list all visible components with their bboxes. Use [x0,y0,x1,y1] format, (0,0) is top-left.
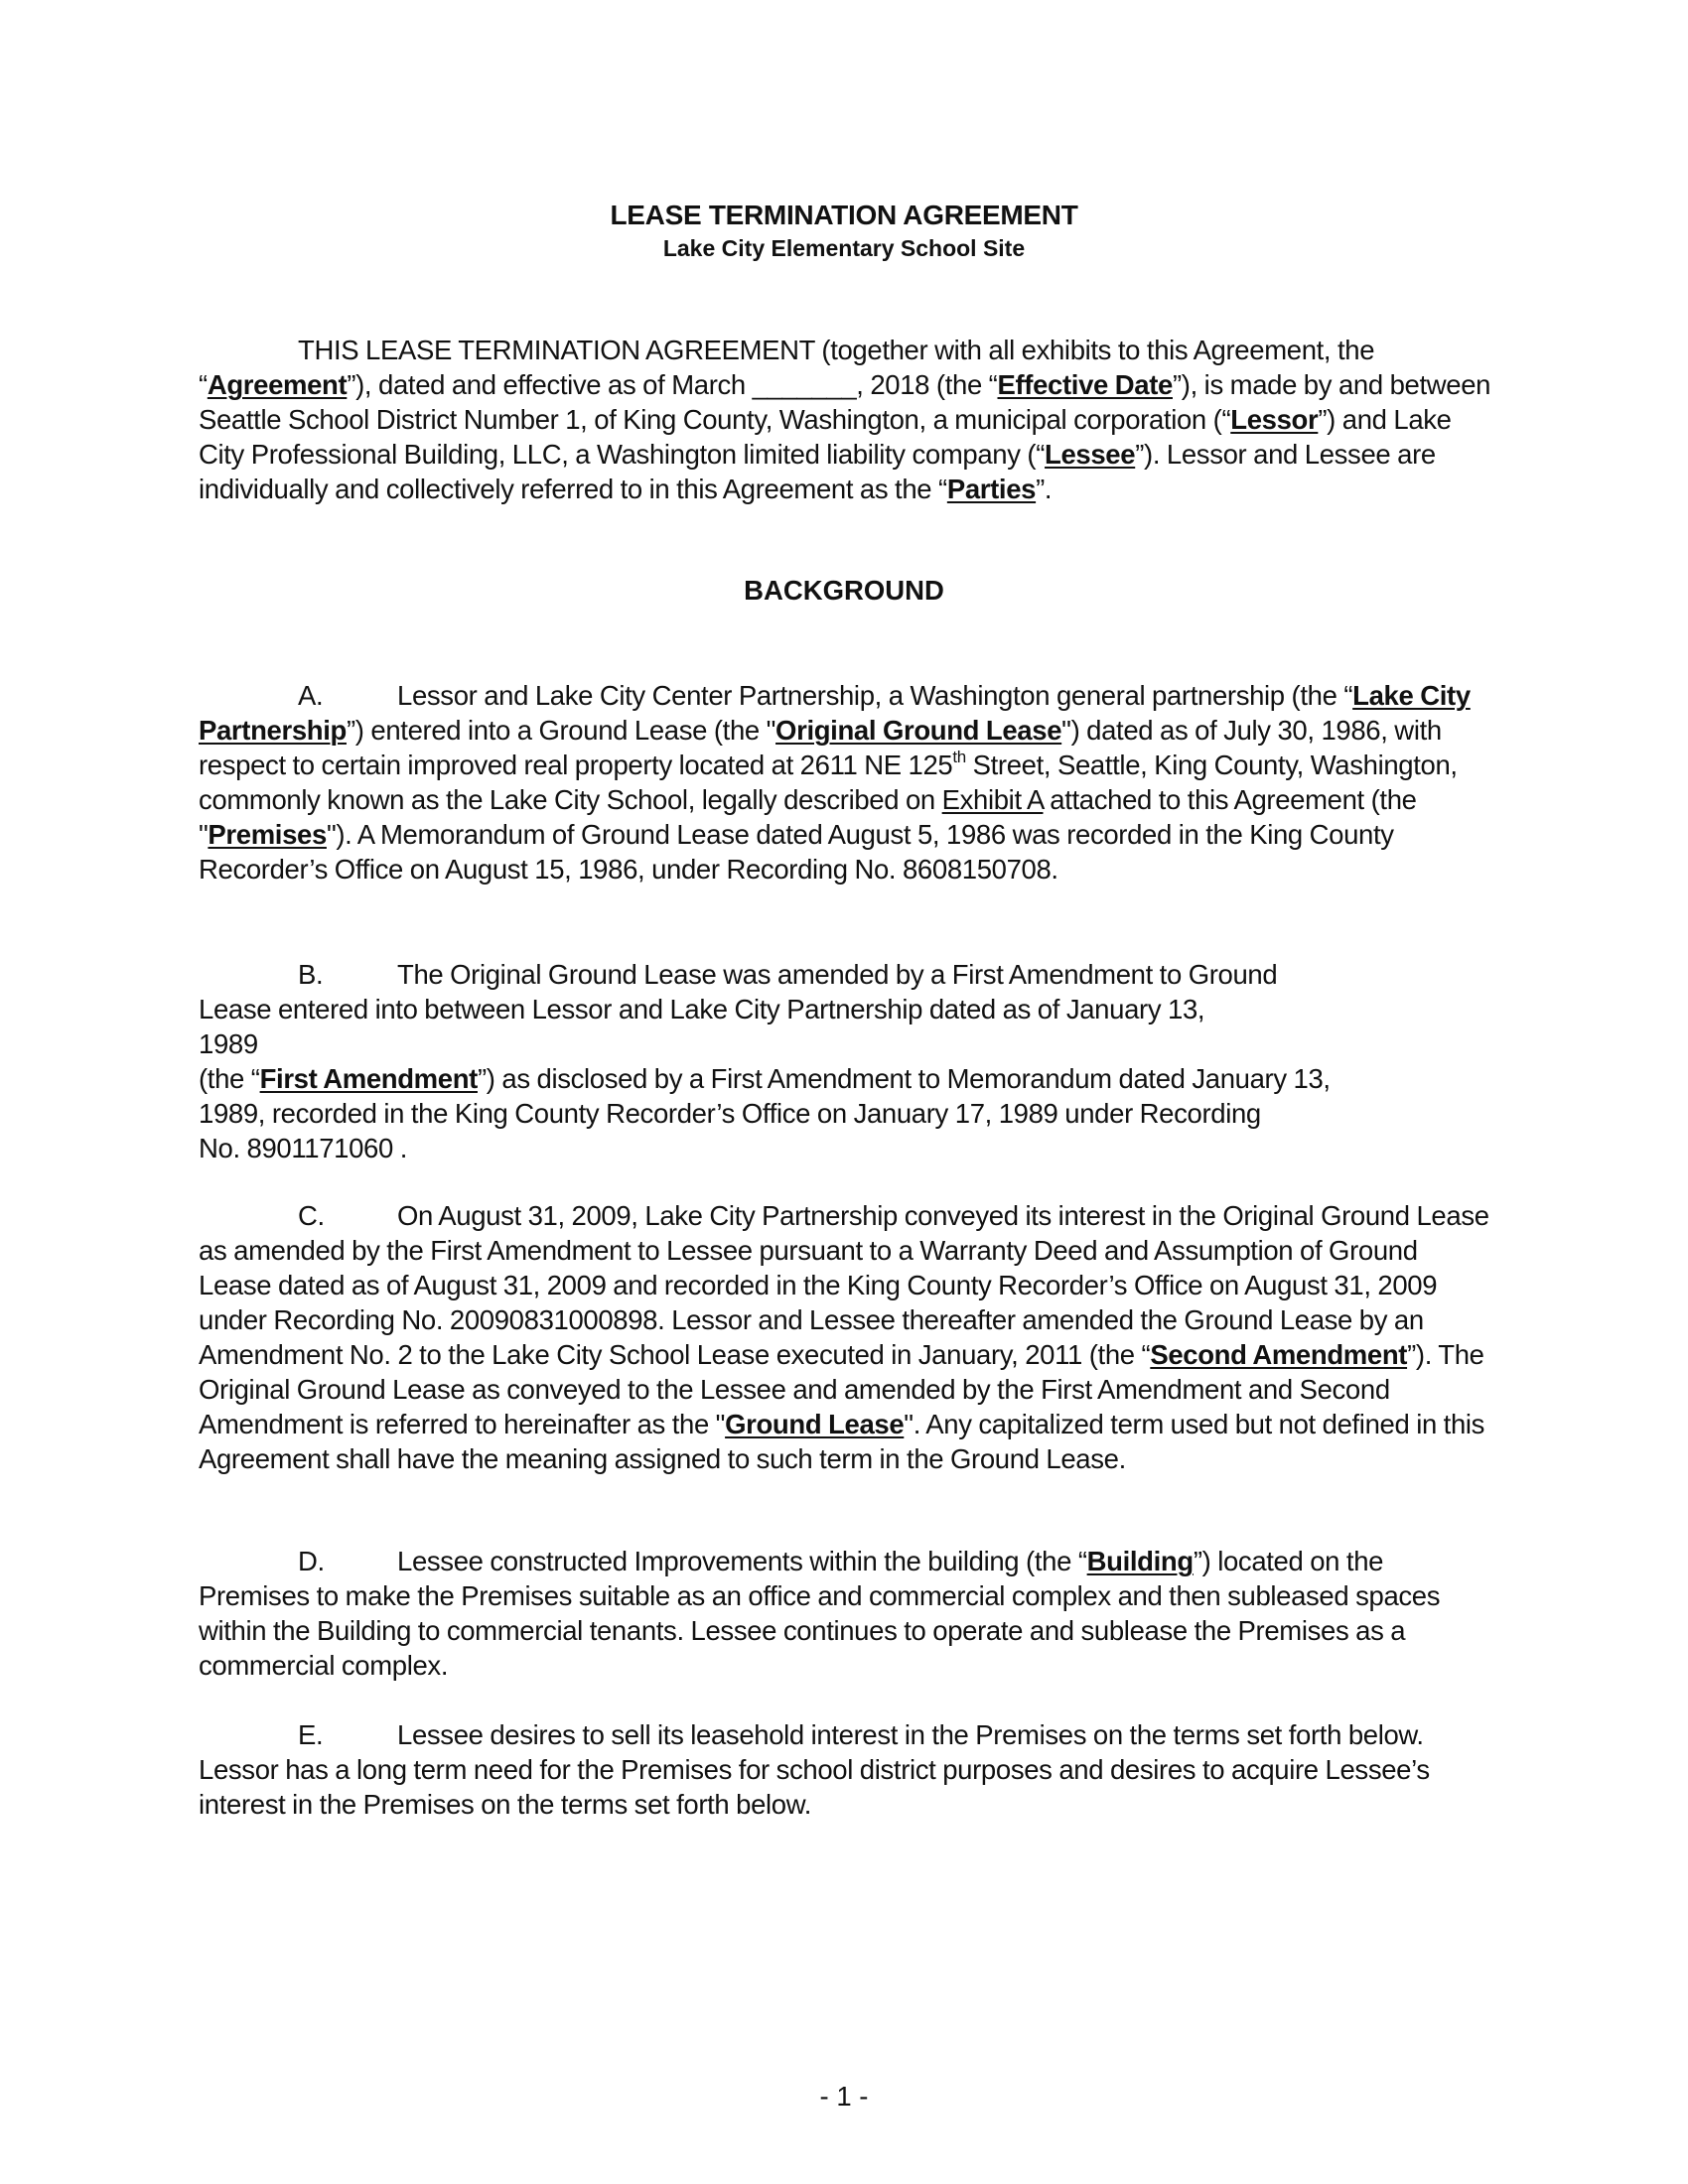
recital-b-line-4 [199,1061,1494,1096]
defined-term-parties: Parties [946,474,1037,504]
intro-paragraph [199,333,1494,506]
document-subtitle: Lake City Elementary School Site [662,235,1026,261]
ordinal-suffix: th [952,747,966,766]
document-title: LEASE TERMINATION AGREEMENT [610,200,1078,230]
recital-a-text-5: attached to this Agreement (the " [199,784,1417,850]
defined-term-lessor: Lessor [1230,404,1319,435]
recital-d [199,1544,1494,1683]
recital-a-text-2: ”) entered into a Ground Lease (the " [346,715,776,746]
intro-text-6: ”. [1036,474,1053,504]
intro-text-4: ”) and Lake City Professional Building, LLC, a Washington limited liability company (“ [199,404,1452,470]
intro-text-3: ”), is made by and between Seattle School District Number 1, of King County, Washington, a municipal corporation (“ [199,369,1491,435]
defined-term-original-ground-lease: Original Ground Lease [775,715,1062,746]
intro-text-2: ”), dated and effective as of March _______, 2018 (the “ [347,369,998,400]
recital-a-text-1: Lessor and Lake City Center Partnership, a Washington general partnership (the “ [397,680,1353,711]
recital-b-line-1 [199,957,1494,992]
recital-c-text-3: ". Any capitalized term used but not defined in this Agreement shall have the meaning assigned to such term in the Ground Lease. [199,1409,1485,1474]
defined-term-first-amendment: First Amendment [259,1063,478,1094]
recital-b-line-3: 1989 [199,1028,258,1059]
recital-b-line-2: Lease entered into between Lessor and Lake City Partnership dated as of January 13, [199,994,1205,1024]
recital-d-text-2: ”) located on the Premises to make the Premises suitable as an office and commercial complex and then subleased spaces within the Building to commercial tenants. Lessee continues to operate and sublease the Premises as a commercial complex. [199,1546,1441,1681]
exhibit-a-reference: Exhibit A [941,784,1044,815]
recital-a-text-4: Street, Seattle, King County, Washington, commonly known as the Lake City School, legally described on [199,750,1458,815]
defined-term-building: Building [1086,1546,1194,1576]
recital-b-text-4b: ”) as disclosed by a First Amendment to Memorandum dated January 13, [477,1063,1331,1094]
recital-a [199,678,1494,887]
recital-letter: B. [298,959,324,990]
background-heading: BACKGROUND [744,575,944,606]
recital-b-line-5: 1989, recorded in the King County Recorder’s Office on January 17, 1989 under Recording [199,1098,1261,1129]
recital-letter: E. [298,1719,324,1750]
defined-term-effective-date: Effective Date [997,369,1173,400]
recital-a-text-3: ") dated as of July 30, 1986, with respect to certain improved real property located at 2611 NE 125 [199,715,1442,780]
recital-c-text-1: On August 31, 2009, Lake City Partnership conveyed its interest in the Original Ground Lease as amended by the First Amendment to Lessee pursuant to a Warranty Deed and Assumption of Ground Lease dated as of August 31, 2009 and recorded in the King County Recorder’s Office on August 31, 2009 under Recording No. 20090831000898. Lessor and Lessee thereafter amended the Ground Lease by an Amendment No. 2 to the Lake City School Lease executed in January, 2011 (the “ [199,1200,1489,1370]
recital-c [199,1198,1494,1476]
defined-term-premises: Premises [208,819,327,850]
defined-term-agreement: Agreement [207,369,348,400]
recital-d-text-1: Lessee constructed Improvements within the building (the “ [397,1546,1087,1576]
recital-letter: A. [298,680,324,711]
recital-b-line-6: No. 8901171060 . [199,1133,408,1163]
recital-letter: C. [298,1200,325,1231]
defined-term-lake-city-partnership: Lake City Partnership [199,680,1471,746]
intro-text-1: THIS LEASE TERMINATION AGREEMENT (together with all exhibits to this Agreement, the “ [199,335,1375,400]
recital-c-text-2: ”). The Original Ground Lease as conveyed to the Lessee and amended by the First Amendment and Second Amendment is referred to hereinafter as the " [199,1339,1484,1439]
defined-term-ground-lease: Ground Lease [725,1409,905,1439]
recital-a-text-6: "). A Memorandum of Ground Lease dated August 5, 1986 was recorded in the King County Recorder’s Office on August 15, 1986, under Recording No. 8608150708. [199,819,1394,885]
recital-e-text-1: Lessee desires to sell its leasehold interest in the Premises on the terms set forth below. Lessor has a long term need for the Premises for school district purposes and desires to acquire Lessee’s interest in the Premises on the terms set forth below. [199,1719,1430,1820]
recital-b-text-1: The Original Ground Lease was amended by a First Amendment to Ground [397,959,1278,990]
recital-b-text-4a: (the “ [199,1063,260,1094]
recital-b [199,957,1494,1165]
recital-e [199,1717,1494,1822]
defined-term-lessee: Lessee [1045,439,1136,470]
page-number: - 1 - [819,2081,869,2112]
recital-letter: D. [298,1546,325,1576]
defined-term-second-amendment: Second Amendment [1150,1339,1408,1370]
intro-text-5: ”). Lessor and Lessee are individually and collectively referred to in this Agreement as the “ [199,439,1436,504]
